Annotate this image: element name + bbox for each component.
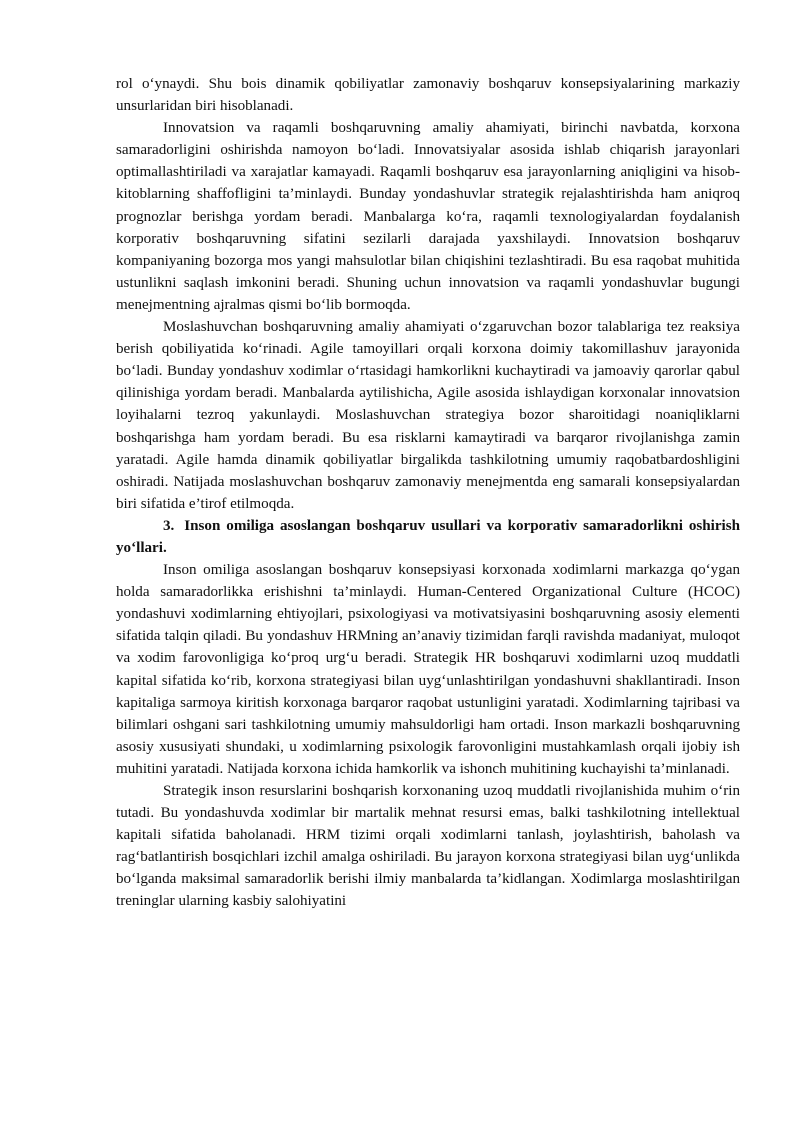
- document-page: [116, 73, 740, 913]
- paragraph-strategic-hrm: Strategik inson resurslarini boshqarish korxonaning uzoq muddatli rivojlanishida muhim o‘rin tutadi. Bu yondashuvda xodimlar bir martalik mehnat resursi emas, balki tashkilotning intellektual kapitali sifatida baholanadi. HRM tizimi orqali xodimlarni tanlash, joylashtirish, baholash va rag‘batlantirish bosqichlari izchil amalga oshiriladi. Bu jarayon korxona strategiyasi bilan uyg‘unlikda bo‘lganda maksimal samaradorlik berishi ilmiy manbalarda ta’kidlangan. Xodimlarga moslashtirilgan treninglar ularning kasbiy salohiyatini: [116, 783, 740, 910]
- section-number: 3.: [163, 517, 175, 534]
- paragraph-continuation: rol o‘ynaydi. Shu bois dinamik qobiliyatlar zamonaviy boshqaruv konsepsiyalarining markaziy unsurlaridan biri hisoblanadi.: [116, 76, 740, 115]
- section-title: Inson omiliga asoslangan boshqaruv usullari va korporativ samaradorlikni oshirish yo‘llari.: [116, 517, 740, 556]
- section-heading: [116, 515, 740, 559]
- paragraph-human-centered-management: Inson omiliga asoslangan boshqaruv konsepsiyasi korxonada xodimlarni markazga qo‘ygan holda samaradorlikka erishishni ta’minlaydi. Human-Centered Organizational Culture (HCOC) yondashuvi xodimlarning ehtiyojlari, psixologiyasi va motivatsiyasini boshqaruvning asosiy elementi sifatida talqin qiladi. Bu yondashuv HRMning an’anaviy tizimidan farqli ravishda madaniyat, muloqot va xodim farovonligiga ko‘proq urg‘u beradi. Strategik HR boshqaruvi xodimlarni uzoq muddatli kapital sifatida ko‘rib, korxona strategiyasi bilan uyg‘unlashtirilgan yondashuvni shakllantiradi. Inson kapitaliga sarmoya kiritish korxonaga barqaror raqobat ustunligini yaratadi. Xodimlarning tajribasi va bilimlari oshgani sari tashkilotning umumiy mahsuldorligi ham ortadi. Inson markazli boshqaruvning asosiy xususiyati shundaki, u xodimlarning psixologik farovonligini mustahkamlash orqali ijobiy ish muhitini yaratadi. Natijada korxona ichida hamkorlik va ishonch muhitining kuchayishi ta’minlanadi.: [116, 562, 740, 777]
- paragraph-agile-management: Moslashuvchan boshqaruvning amaliy ahamiyati o‘zgaruvchan bozor talablariga tez reaksiya berish qobiliyatida ko‘rinadi. Agile tamoyillari orqali korxona doimiy takomillashuv jarayonida bo‘ladi. Bunday yondashuv xodimlar o‘rtasidagi hamkorlikni kuchaytiradi va jamoaviy qarorlar qabul qilinishiga yordam beradi. Manbalarda aytilishicha, Agile asosida ishlaydigan korxonalar innovatsion loyihalarni tezroq yakunlaydi. Moslashuvchan strategiya bozor sharoitidagi noaniqliklarni boshqarishga ham yordam beradi. Bu esa risklarni kamaytiradi va barqaror rivojlanishga zamin yaratadi. Agile hamda dinamik qobiliyatlar birgalikda tashkilotning umumiy raqobatbardoshligini oshiradi. Natijada moslashuvchan boshqaruv zamonaviy menejmentda eng samarali konsepsiyalardan biri sifatida e’tirof etilmoqda.: [116, 319, 740, 512]
- paragraph-innovative-digital-management: Innovatsion va raqamli boshqaruvning amaliy ahamiyati, birinchi navbatda, korxona samaradorligini oshirishda namoyon bo‘ladi. Innovatsiyalar asosida ishlab chiqarish jarayonlari optimallashtiriladi va xarajatlar kamayadi. Raqamli boshqaruv esa jarayonlarning aniqligini va hisob-kitoblarning shaffofligini ta’minlaydi. Bunday yondashuvlar strategik rejalashtirishda ham aniqroq prognozlar berishga yordam beradi. Manbalarga ko‘ra, raqamli texnologiyalardan foydalanish korporativ boshqaruvning sifatini sezilarli darajada yaxshilaydi. Innovatsion boshqaruv kompaniyaning bozorga mos yangi mahsulotlar bilan chiqishini tezlashtiradi. Bu esa raqobat muhitida ustunlikni saqlash imkonini beradi. Shuning uchun innovatsion va raqamli yondashuvlar bugungi menejmentning ajralmas qismi bo‘lib bormoqda.: [116, 120, 740, 313]
